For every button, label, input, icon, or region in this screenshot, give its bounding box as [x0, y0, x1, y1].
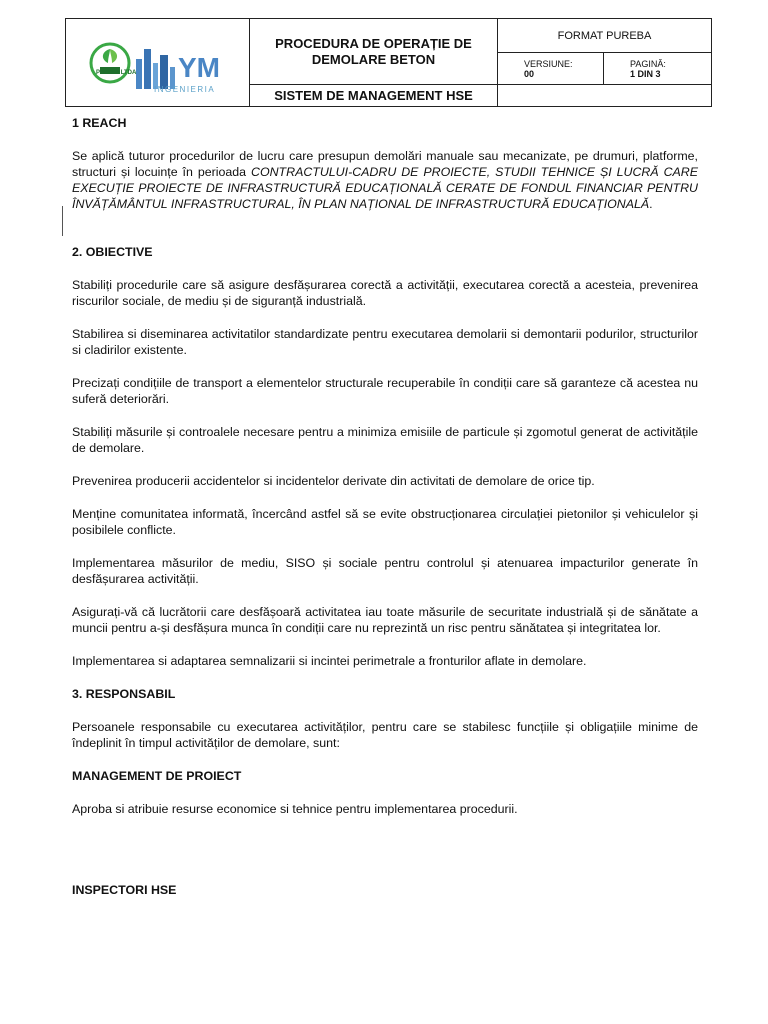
version-label: VERSIUNE: — [524, 59, 573, 69]
objective-paragraph: Stabilirea si diseminarea activitatilor standardizate pentru executarea demolarii si demontarii podurilor, structurilor si cladirilor existente. — [72, 327, 698, 357]
logo-cell — [66, 19, 250, 106]
objective-paragraph: Prevenirea producerii accidentelor si incidentelor derivate din activitati de demolare de orice tip. — [72, 474, 595, 488]
document-body — [72, 115, 698, 898]
objective-paragraph: Menține comunitatea informată, încercând astfel să se evite obstrucționarea circulației pietonilor și vehiculelor și posibilele conflicte. — [72, 507, 698, 537]
objective-paragraph: Stabiliți procedurile care să asigure desfășurarea corectă a activității, executarea corectă a acesteia, prevenirea riscurilor sociale, de mediu și de siguranță industrială. — [72, 278, 698, 308]
format-label: FORMAT PUREBA — [498, 19, 711, 53]
document-title-line2: DEMOLARE BETON — [311, 51, 436, 67]
page-label: PAGINĂ: — [630, 59, 666, 69]
project-management-heading: MANAGEMENT DE PROIECT — [72, 769, 242, 783]
objective-paragraph: Precizați condițiile de transport a elementelor structurale recuperabile în condiții care să garanteze că acestea nu suferă deteriorări. — [72, 376, 698, 406]
version-value: 00 — [524, 69, 535, 79]
document-title-line1: PROCEDURA DE OPERAȚIE DE — [275, 35, 472, 51]
empty-cell — [498, 85, 711, 106]
version-cell — [498, 53, 604, 85]
company-logos — [88, 33, 236, 97]
page-cell — [604, 53, 711, 85]
section-1-paragraph — [72, 148, 698, 212]
section-2-heading: 2. OBIECTIVE — [72, 245, 153, 259]
hse-inspectors-heading: INSPECTORI HSE — [72, 883, 177, 897]
objective-paragraph: Implementarea măsurilor de mediu, SISO și sociale pentru controlul și atenuarea impacturilor generate în desfășurarea activității. — [72, 556, 698, 586]
page-value: 1 DIN 3 — [630, 69, 661, 79]
document-title — [250, 19, 498, 85]
management-system-label: SISTEM DE MANAGEMENT HSE — [250, 85, 498, 106]
section-1-end: . — [649, 197, 653, 211]
ingenieria-logo-text: INGENIERIA — [154, 85, 216, 94]
section-1-heading: 1 REACH — [72, 116, 127, 130]
section-1-text: Se aplică tuturor procedurilor de lucru care presupun demolări manuale sau mecanizate, pe drumuri, platforme, structuri și locuințe în perioada — [72, 149, 698, 179]
margin-mark — [62, 206, 63, 236]
objective-paragraph: Implementarea si adaptarea semnalizarii si incintei perimetrale a fronturilor aflate in demolare. — [72, 654, 587, 668]
section-3-heading: 3. RESPONSABIL — [72, 687, 176, 701]
prisma-logo-text: PRISMA LTDA — [96, 70, 137, 76]
svg-text:YM: YM — [178, 52, 220, 83]
section-1-italic-text: CONTRACTULUI-CADRU DE PROIECTE, STUDII TEHNICE ȘI LUCRĂ CARE EXECUȚIE PROIECTE DE INFRASTRUCTURĂ EDUCAȚIONALĂ CERATE DE FONDUL FINANCIAR PENTRU ÎNVĂȚĂMÂNTUL INFRASTRUCTURAL, ÎN PLAN NAȚIONAL DE INFRASTRUCTURĂ EDUCAȚIONALĂ — [72, 165, 699, 211]
document-header-table — [65, 18, 712, 107]
objective-paragraph: Asigurați-vă că lucrătorii care desfășoară activitatea iau toate măsurile de securitate industrială și de sănătate a muncii pentru a-și desfășura munca în condiții care nu reprezintă un risc pentru sănătatea și integritatea lor. — [72, 605, 698, 635]
objective-paragraph: Stabiliți măsurile și controalele necesare pentru a minimiza emisiile de particule și zgomotul generat de activitățile de demolare. — [72, 425, 698, 455]
section-3-paragraph: Persoanele responsabile cu executarea activităților, pentru care se stabilesc funcțiile și obligațiile minime de îndeplinit în timpul activităților de demolare, sunt: — [72, 720, 698, 750]
project-management-paragraph: Aproba si atribuie resurse economice si tehnice pentru implementarea procedurii. — [72, 802, 518, 816]
